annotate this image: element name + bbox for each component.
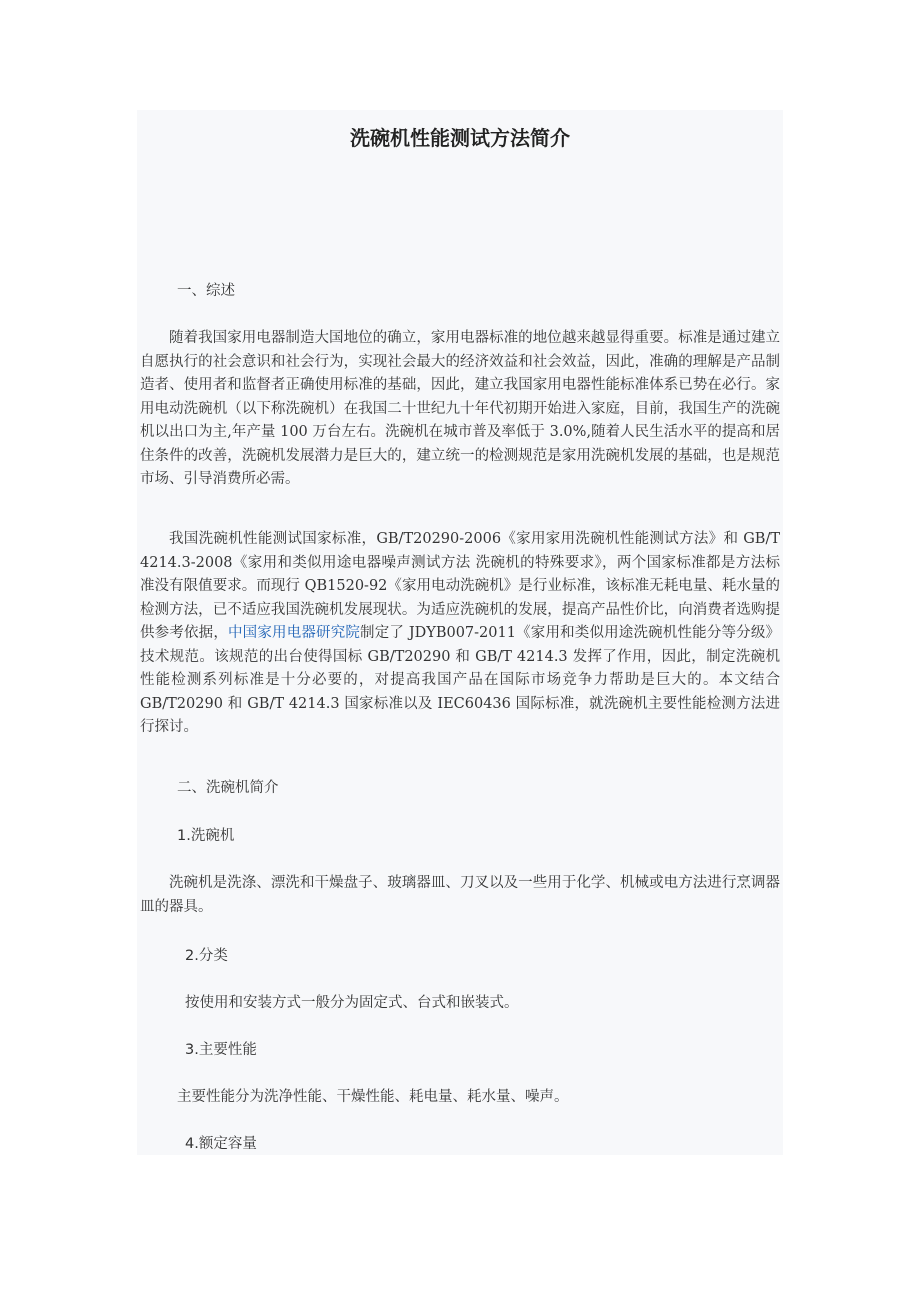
- paragraph-2-text-after-link: 制定了 JDYB007-2011《家用和类似用途洗碗机性能分等分级》技术规范。该规范的出台使得国标 GB/T20290 和 GB/T 4214.3 发挥了作用，因此，制定洗碗机性能检测系列标准是十分必要的，对提高我国产品在国际市场竞争力帮助是巨大的。本文结合 GB/T20290 和 GB/T 4214.3 国家标准以及 IEC60436 国际标准，就洗碗机主要性能检测方法进行探讨。: [140, 625, 780, 735]
- subsection-4-heading: 4.额定容量: [185, 1136, 257, 1152]
- section1-paragraph-1: 随着我国家用电器制造大国地位的确立，家用电器标准的地位越来越显得重要。标准是通过建立自愿执行的社会意识和社会行为，实现社会最大的经济效益和社会效益，因此，准确的理解是产品制造者、使用者和监督者正确使用标准的基础，因此，建立我国家用电器性能标准体系已势在必行。家用电动洗碗机（以下称洗碗机）在我国二十世纪九十年代初期开始进入家庭，目前，我国生产的洗碗机以出口为主,年产量 100 万台左右。洗碗机在城市普及率低于 3.0%,随着人民生活水平的提高和居住条件的改善，洗碗机发展潜力是巨大的，建立统一的检测规范是家用洗碗机发展的基础，也是规范市场、引导消费所必需。: [140, 330, 780, 487]
- subsection-2-heading: 2.分类: [185, 948, 228, 964]
- section1-heading: 一、综述: [177, 283, 235, 299]
- subsection-2-text: 按使用和安装方式一般分为固定式、台式和嵌装式。: [185, 995, 519, 1011]
- subsection-1-heading: 1.洗碗机: [177, 828, 235, 844]
- cheari-link[interactable]: 中国家用电器研究院: [228, 625, 361, 641]
- document-page: [137, 110, 783, 1155]
- paragraph-2-text-before-link: 我国洗碗机性能测试国家标准，GB/T20290-2006《家用家用洗碗机性能测试方法》和 GB/T 4214.3-2008《家用和类似用途电器噪声测试方法 洗碗机的特殊要求》，两个国家标准都是方法标准没有限值要求。而现行 QB1520-92《家用电动洗碗机》是行业标准，该标准无耗电量、耗水量的检测方法，已不适应我国洗碗机发展现状。为适应洗碗机的发展，提高产品性价比，向消费者选购提供参考依据，: [140, 531, 780, 641]
- subsection-3-heading: 3.主要性能: [185, 1042, 257, 1058]
- section1-paragraph-2: [140, 528, 780, 740]
- subsection-3-text: 主要性能分为洗净性能、干燥性能、耗电量、耗水量、噪声。: [177, 1089, 569, 1105]
- document-title: 洗碗机性能测试方法简介: [350, 126, 570, 150]
- subsection-1-text: 洗碗机是洗涤、漂洗和干燥盘子、玻璃器皿、刀叉以及一些用于化学、机械或电方法进行烹调器皿的器具。: [140, 875, 780, 915]
- section2-heading: 二、洗碗机简介: [177, 780, 279, 796]
